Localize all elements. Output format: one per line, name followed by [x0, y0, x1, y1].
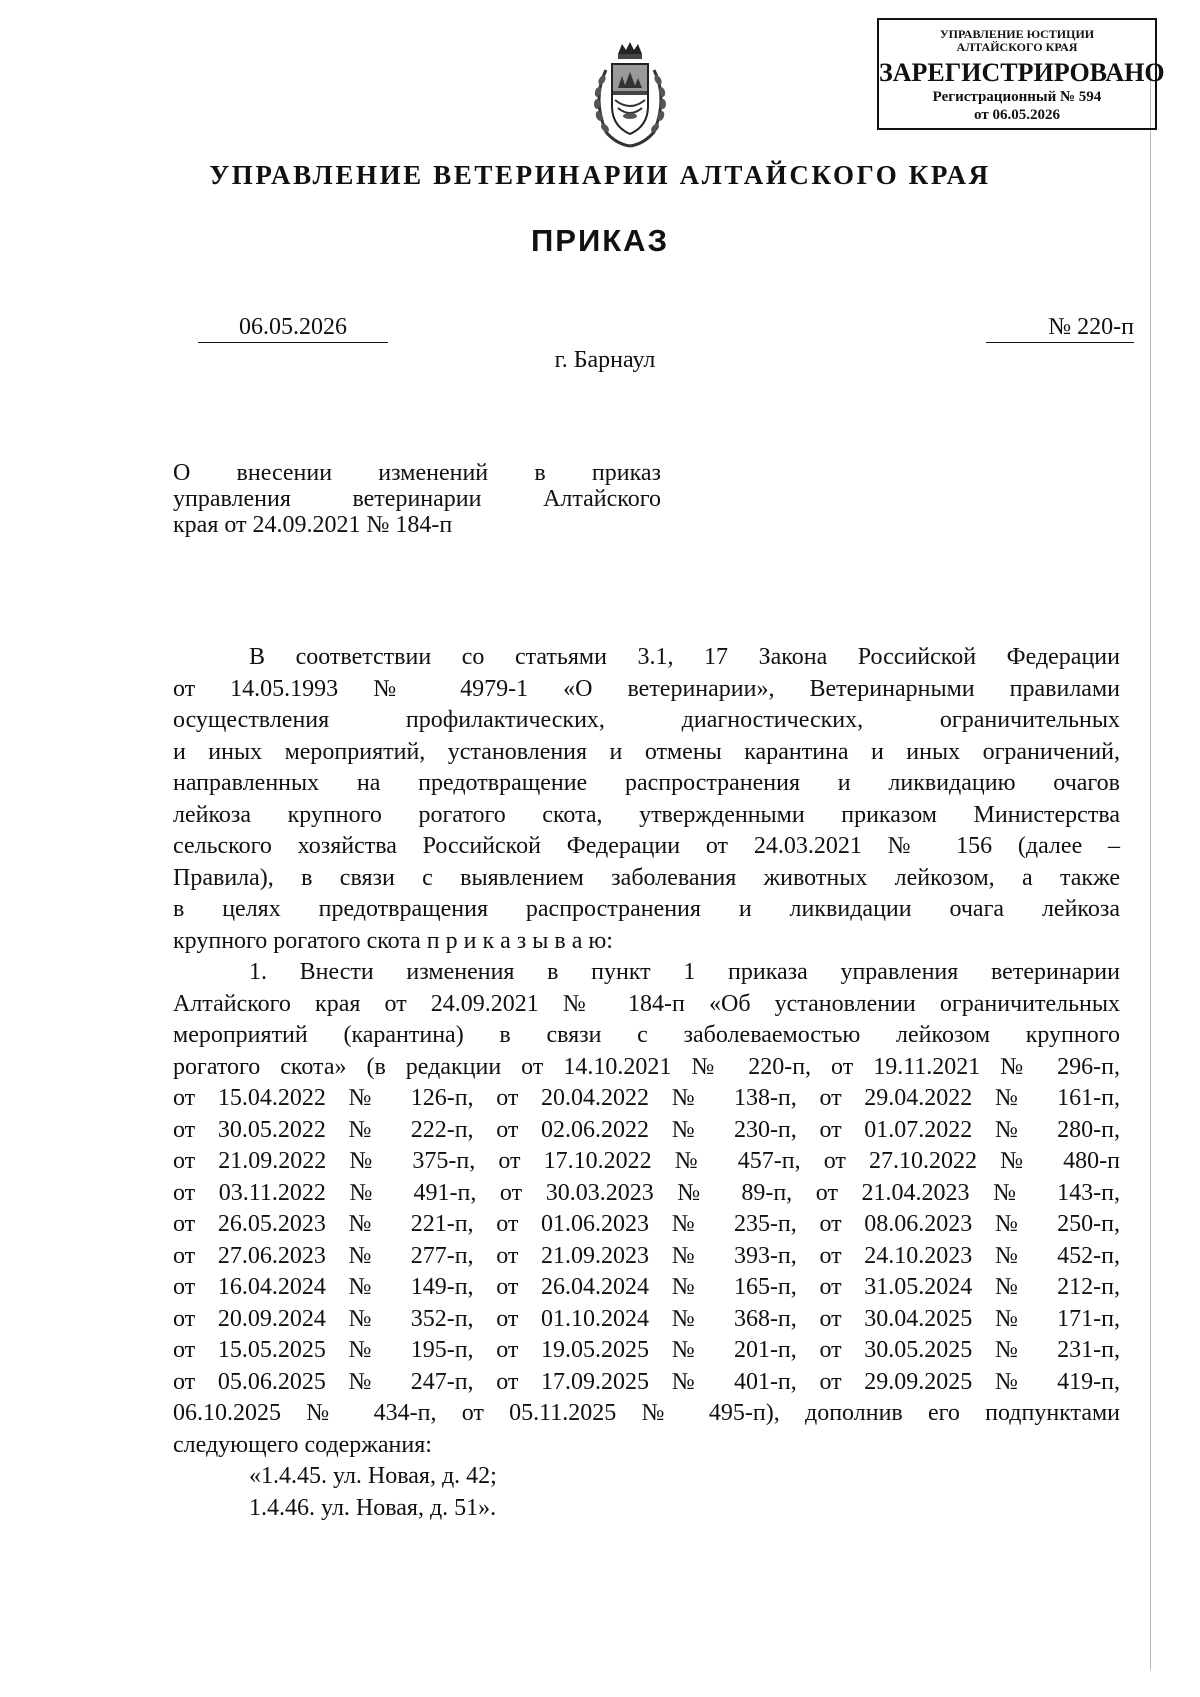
body-line: от 21.09.2022 № 375-п, от 17.10.2022 № 457-п, от 27.10.2022 № 480-п	[173, 1148, 1120, 1174]
body-line: от 26.05.2023 № 221-п, от 01.06.2023 № 235-п, от 08.06.2023 № 250-п,	[173, 1211, 1120, 1237]
body-line: крупного рогатого скота п р и к а з ы в а ю:	[173, 927, 613, 954]
body-line: мероприятий (карантина) в связи с заболеваемостью лейкозом крупного	[173, 1022, 1120, 1048]
registration-stamp	[877, 18, 1165, 130]
body-line: и иных мероприятий, установления и отмены карантина и иных ограничений,	[173, 738, 1120, 765]
body-line: 1.4.46. ул. Новая, д. 51».	[249, 1494, 497, 1521]
body-line: от 14.05.1993 № 4979-1 «О ветеринарии», Ветеринарными правилами	[173, 675, 1120, 702]
order-subject	[173, 460, 661, 538]
body-line: от 03.11.2022 № 491-п, от 30.03.2023 № 89-п, от 21.04.2023 № 143-п,	[173, 1179, 1120, 1206]
stamp-authority-line1: УПРАВЛЕНИЕ ЮСТИЦИИ	[939, 27, 1095, 41]
body-line: лейкоза крупного рогатого скота, утвержденными приказом Министерства	[173, 801, 1120, 828]
body-line: рогатого скота» (в редакции от 14.10.2021 № 220-п, от 19.11.2021 № 296-п,	[173, 1053, 1120, 1080]
body-line: в целях предотвращения распространения и ликвидации очага лейкоза	[173, 896, 1120, 922]
stamp-reg-number: Регистрационный № 594	[932, 89, 1102, 105]
stamp-title: ЗАРЕГИСТРИРОВАНО	[879, 58, 1165, 87]
order-city: г. Барнаул	[554, 347, 656, 373]
stamp-authority-line2: АЛТАЙСКОГО КРАЯ	[956, 40, 1078, 54]
body-line: от 27.06.2023 № 277-п, от 21.09.2023 № 393-п, от 24.10.2023 № 452-п,	[173, 1242, 1120, 1269]
body-line: от 30.05.2022 № 222-п, от 02.06.2022 № 230-п, от 01.07.2022 № 280-п,	[173, 1116, 1120, 1143]
subject-line: управления ветеринарии Алтайского	[173, 486, 661, 512]
body-line: от 05.06.2025 № 247-п, от 17.09.2025 № 401-п, от 29.09.2025 № 419-п,	[173, 1368, 1120, 1395]
body-line: от 15.05.2025 № 195-п, от 19.05.2025 № 201-п, от 30.05.2025 № 231-п,	[173, 1337, 1120, 1363]
order-date: 06.05.2026	[198, 312, 388, 343]
body-line: «1.4.45. ул. Новая, д. 42;	[249, 1463, 497, 1489]
department-name: УПРАВЛЕНИЕ ВЕТЕРИНАРИИ АЛТАЙСКОГО КРАЯ	[209, 160, 991, 190]
coat-of-arms-icon	[588, 40, 672, 152]
body-line: от 15.04.2022 № 126-п, от 20.04.2022 № 138-п, от 29.04.2022 № 161-п,	[173, 1085, 1120, 1111]
margin-rule	[1150, 70, 1151, 1670]
body-line: В соответствии со статьями 3.1, 17 Закона Российской Федерации	[249, 644, 1120, 670]
subject-line: О внесении изменений в приказ	[173, 460, 661, 486]
stamp-reg-date: от 06.05.2026	[974, 107, 1060, 123]
body-line: от 16.04.2024 № 149-п, от 26.04.2024 № 165-п, от 31.05.2024 № 212-п,	[173, 1274, 1120, 1300]
body-line: от 20.09.2024 № 352-п, от 01.10.2024 № 368-п, от 30.04.2025 № 171-п,	[173, 1305, 1120, 1332]
body-line: 06.10.2025 № 434-п, от 05.11.2025 № 495-п), дополнив его подпунктами	[173, 1400, 1120, 1426]
body-line: 1. Внести изменения в пункт 1 приказа управления ветеринарии	[249, 959, 1120, 985]
body-line: Алтайского края от 24.09.2021 № 184-п «Об установлении ограничительных	[173, 990, 1120, 1017]
subject-line: края от 24.09.2021 № 184-п	[173, 512, 453, 538]
body-line: сельского хозяйства Российской Федерации от 24.03.2021 № 156 (далее –	[173, 833, 1120, 859]
body-line: направленных на предотвращение распространения и ликвидацию очагов	[173, 770, 1120, 796]
body-line: Правила), в связи с выявлением заболевания животных лейкозом, а также	[173, 864, 1120, 891]
document-type: ПРИКАЗ	[531, 223, 669, 258]
order-number: № 220-п	[986, 312, 1134, 343]
body-line: следующего содержания:	[173, 1431, 432, 1458]
body-line: осуществления профилактических, диагностических, ограничительных	[173, 707, 1120, 733]
order-body	[173, 642, 1120, 1524]
